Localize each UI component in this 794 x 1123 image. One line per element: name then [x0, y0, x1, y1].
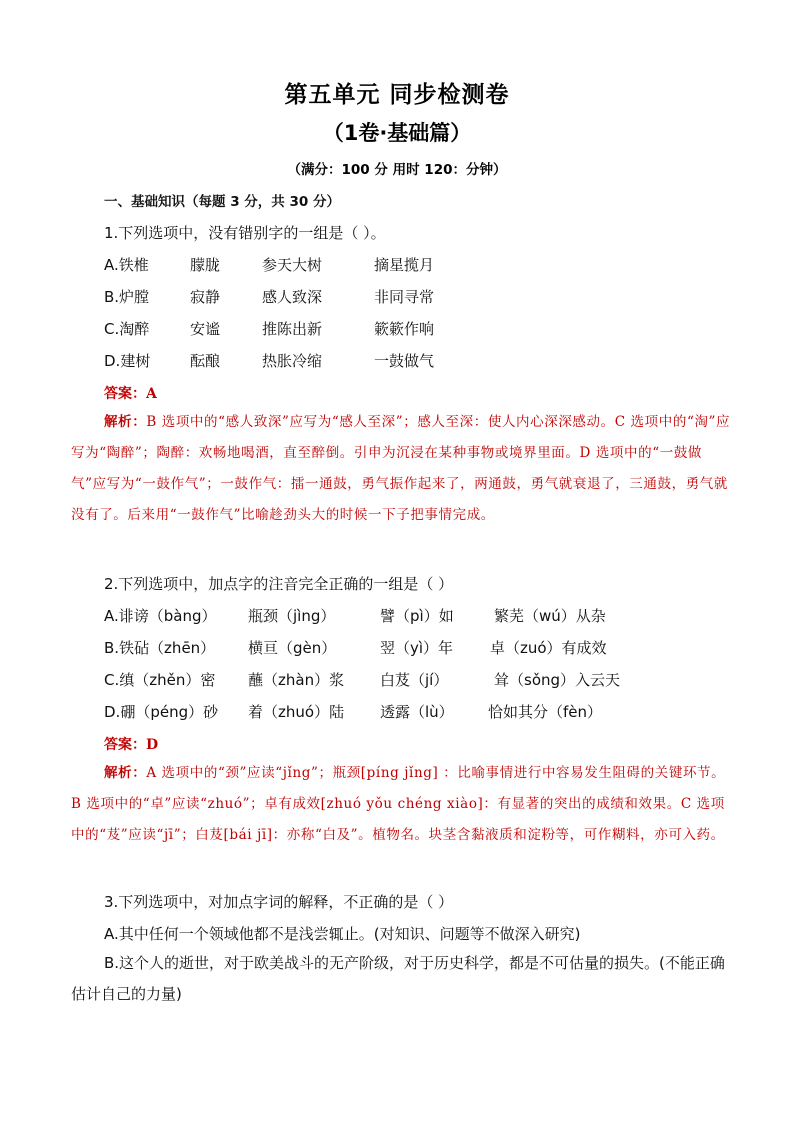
option-cell: 非同寻常	[374, 288, 435, 306]
option-cell: 一鼓做气	[374, 352, 435, 370]
option-cell: 感人致深	[262, 288, 323, 306]
option-cell: D.建树	[104, 352, 151, 370]
option-cell: 白芨（jí）	[380, 671, 449, 689]
option-cell: A.诽谤（bàng）	[104, 607, 217, 625]
option-cell: 瓶颈（jìng）	[248, 607, 336, 625]
option-cell: C.缜（zhěn）密	[104, 671, 216, 689]
option-cell: 横亘（gèn）	[248, 639, 337, 657]
question-1-analysis	[71, 407, 731, 531]
option-cell: 推陈出新	[262, 320, 323, 338]
option-cell: A.铁椎	[104, 256, 149, 274]
question-1-answer: 答案：A	[104, 386, 157, 402]
question-3-option-b: B.这个人的逝世，对于欧美战斗的无产阶级，对于历史科学，都是不可估量的损失。(不能正确估计自己的力量)	[71, 954, 725, 1003]
exam-meta: （满分：100 分 用时 120：分钟）	[287, 162, 507, 178]
option-cell: D.硼（péng）砂	[104, 703, 219, 721]
option-cell: 簌簌作响	[374, 320, 435, 338]
option-cell: 蘸（zhàn）浆	[248, 671, 345, 689]
question-3-stem: 3.下列选项中，对加点字词的解释，不正确的是（ ）	[104, 893, 454, 911]
section-heading: 一、基础知识（每题 3 分，共 30 分）	[104, 194, 340, 210]
option-cell: 耸（sǒng）入云天	[494, 671, 621, 689]
option-cell: 摘星揽月	[374, 256, 435, 274]
question-2-stem: 2.下列选项中，加点字的注音完全正确的一组是（ ）	[104, 575, 454, 593]
analysis-text: B 选项中的“感人致深”应写为“感人至深”；感人至深：使人内心深深感动。C 选项中的“淘”应写为“陶醉”；陶醉：欢畅地喝酒，直至醉倒。引申为沉浸在某种事物或境界里面。D 选项中的“一鼓做气”应写为“一鼓作气”；一鼓作气：擂一通鼓，勇气振作起来了，两通鼓，勇气就衰退了，三通鼓，勇气就没有了。后来用“一鼓作气”比喻趁劲头大的时候一下子把事情完成。	[71, 414, 731, 523]
option-cell: 譬（pì）如	[380, 607, 454, 625]
option-cell: 酝酿	[190, 352, 221, 370]
option-cell: 热胀冷缩	[262, 352, 323, 370]
analysis-text: A 选项中的“颈”应读“jǐng”；瓶颈[píng jǐng] ：比喻事情进行中容易发生阻碍的关键环节。 B 选项中的“卓”应读“zhuó”；卓有成效[zhuó yǒu chéng xiào]：有显著的突出的成绩和效果。C 选项中的“芨”应读“jī”；白芨[bái jī]：亦称“白及”。植物名。块茎含黏液质和淀粉等，可作糊料，亦可入药。	[71, 765, 726, 843]
option-cell: 翌（yì）年	[380, 639, 454, 657]
option-cell: 安谧	[190, 320, 221, 338]
question-1-stem: 1.下列选项中，没有错别字的一组是（ ）。	[104, 224, 386, 242]
analysis-label: 解析：	[104, 765, 147, 781]
option-cell: 参天大树	[262, 256, 323, 274]
page-title: 第五单元 同步检测卷	[284, 82, 510, 108]
option-cell: 恰如其分（fèn）	[488, 703, 603, 721]
question-2-answer: 答案：D	[104, 737, 159, 753]
option-cell: 透露（lù）	[380, 703, 454, 721]
page-subtitle: （1卷·基础篇）	[322, 121, 472, 145]
option-cell: 卓（zuó）有成效	[490, 639, 607, 657]
option-cell: B.铁砧（zhēn）	[104, 639, 216, 657]
option-cell: 着（zhuó）陆	[248, 703, 345, 721]
option-cell: 寂静	[190, 288, 221, 306]
option-cell: C.淘醉	[104, 320, 150, 338]
option-cell: B.炉膛	[104, 288, 150, 306]
option-cell: 繁芜（wú）从杂	[494, 607, 606, 625]
question-2-analysis	[71, 758, 731, 851]
option-cell: 朦胧	[190, 256, 221, 274]
analysis-label: 解析：	[104, 414, 147, 430]
question-3-option-a: A.其中任何一个领域他都不是浅尝辄止。(对知识、问题等不做深入研究)	[104, 925, 581, 943]
